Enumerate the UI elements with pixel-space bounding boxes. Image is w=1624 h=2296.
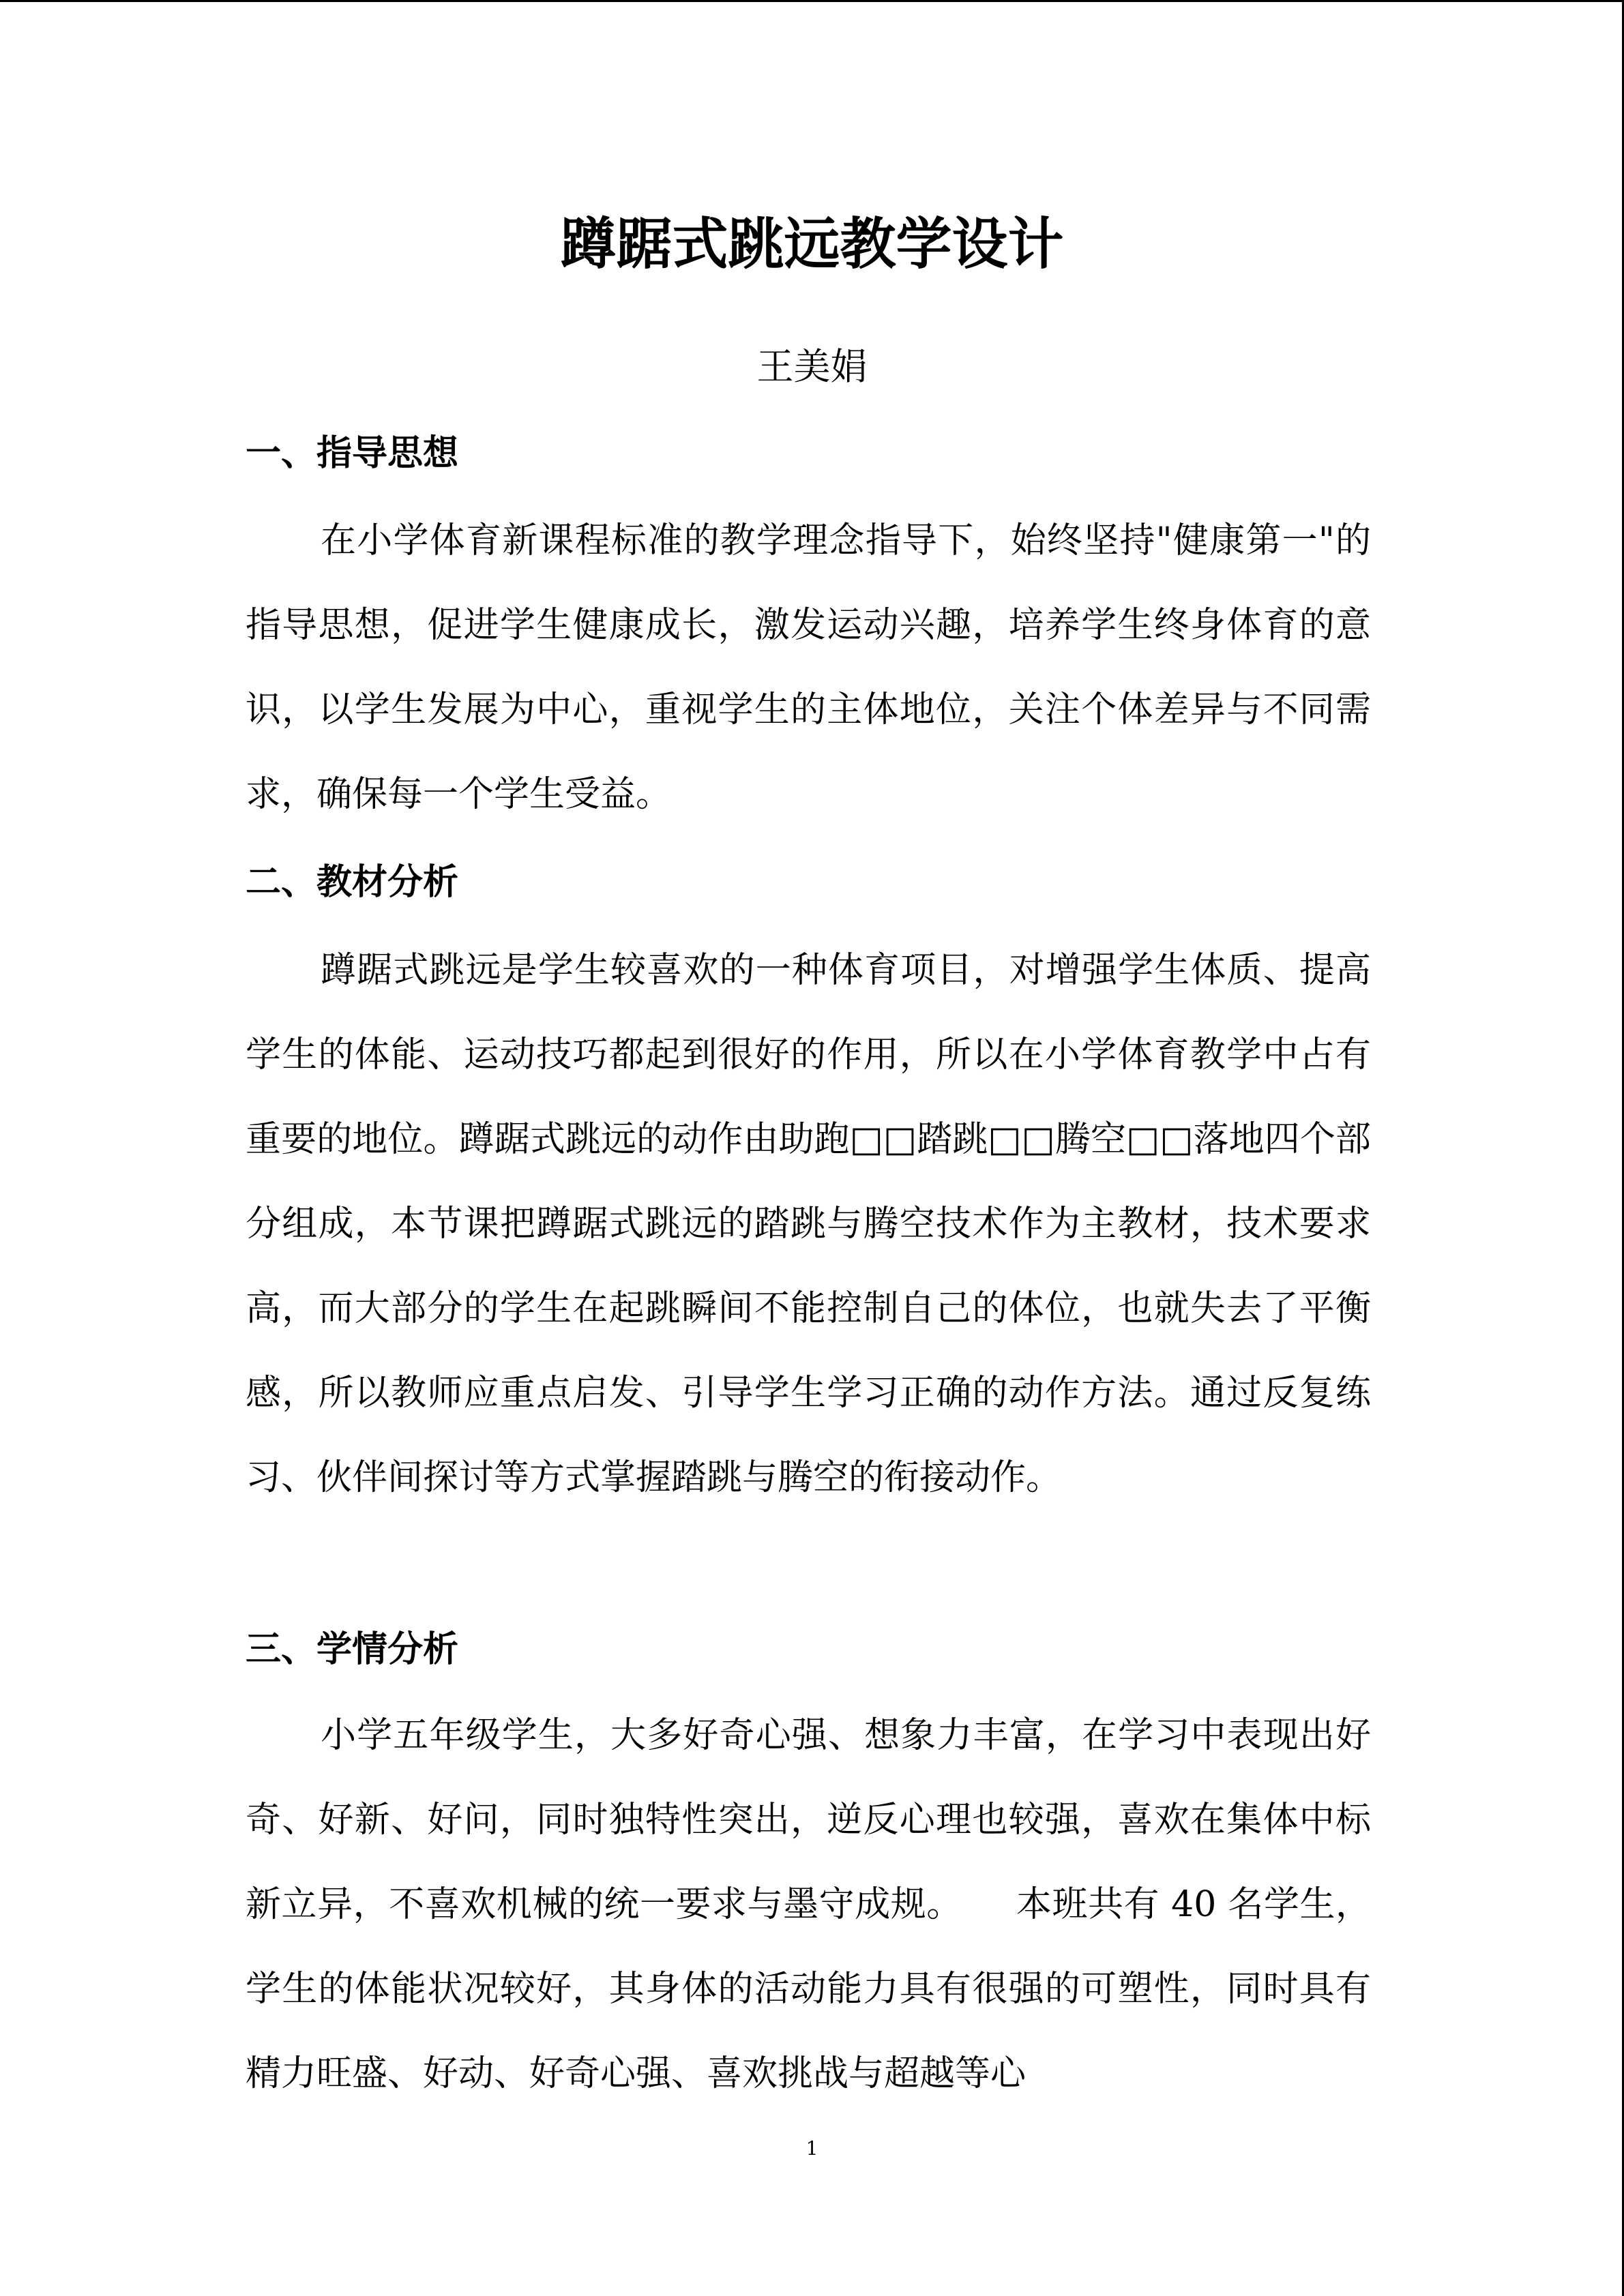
page-number: 1: [806, 2137, 818, 2160]
document-author: 王美娟: [756, 345, 868, 388]
section-paragraph-material-analysis: 蹲踞式跳远是学生较喜欢的一种体育项目，对增强学生体质、提高学生的体能、运动技巧都起到很好的作用，所以在小学体育教学中占有重要的地位。蹲踞式跳远的动作由助跑□□踏跳□□腾空□□落地四个部分组成，本节课把蹲踞式跳远的踏跳与腾空技术作为主教材，技术要求高，而大部分的学生在起跳瞬间不能控制自己的体位，也就失去了平衡感，所以教师应重点启发、引导学生学习正确的动作方法。通过反复练习、伙伴间探讨等方式掌握踏跳与腾空的衔接动作。: [246, 950, 1371, 1498]
section-heading-guiding-ideology: 一、指导思想: [246, 433, 459, 474]
document-title: 蹲踞式跳远教学设计: [560, 211, 1064, 277]
section-paragraph-student-analysis: 小学五年级学生，大多好奇心强、想象力丰富，在学习中表现出好奇、好新、好问，同时独特性突出，逆反心理也较强，喜欢在集体中标新立异，不喜欢机械的统一要求与墨守成规。 本班共有 40 名学生，学生的体能状况较好，其身体的活动能力具有很强的可塑性，同时具有精力旺盛、好动、好奇心强、喜欢挑战与超越等心: [246, 1715, 1371, 2094]
section-heading-student-analysis: 三、学情分析: [246, 1629, 459, 1670]
section-paragraph-guiding-ideology: 在小学体育新课程标准的教学理念指导下，始终坚持"健康第一"的指导思想，促进学生健康成长，激发运动兴趣，培养学生终身体育的意识，以学生发展为中心，重视学生的主体地位，关注个体差异与不同需求，确保每一个学生受益。: [246, 520, 1371, 815]
section-heading-material-analysis: 二、教材分析: [246, 862, 459, 903]
